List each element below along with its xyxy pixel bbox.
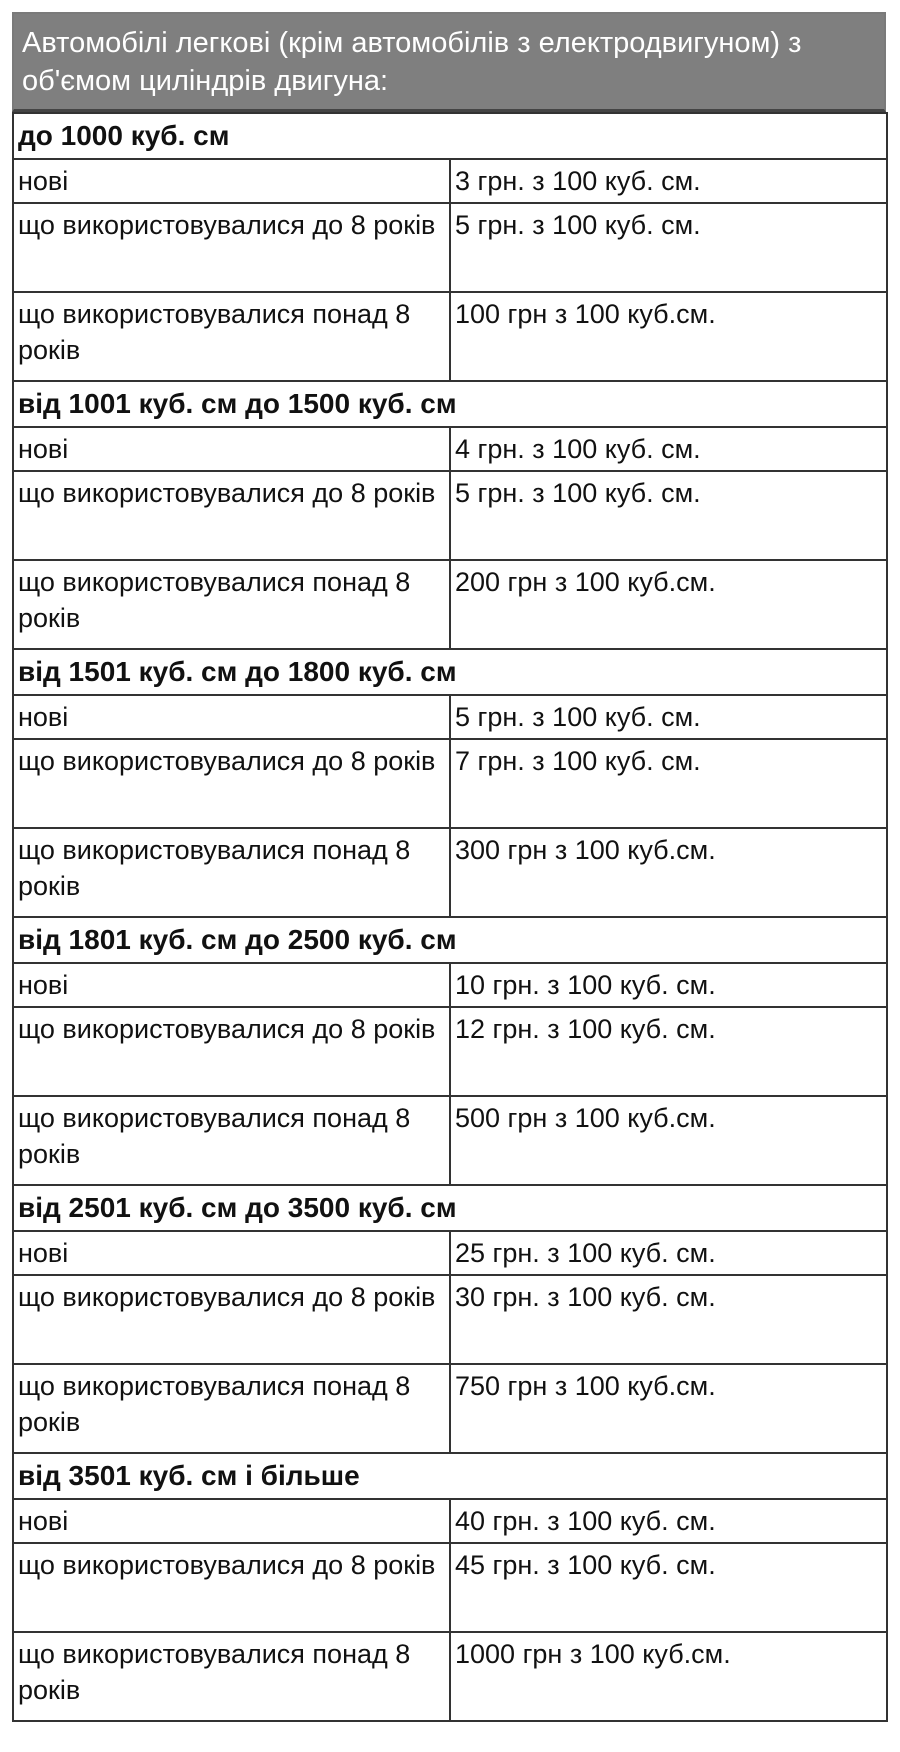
condition-cell: що використовувалися понад 8 років [13, 1632, 450, 1721]
condition-cell: що використовувалися понад 8 років [13, 560, 450, 649]
engine-volume-group-label: від 1801 куб. см до 2500 куб. см [13, 917, 887, 963]
condition-cell: що використовувалися до 8 років [13, 203, 450, 292]
rate-cell: 5 грн. з 100 куб. см. [450, 471, 887, 560]
table-body [13, 113, 887, 1721]
rate-cell: 12 грн. з 100 куб. см. [450, 1007, 887, 1096]
rate-cell: 5 грн. з 100 куб. см. [450, 203, 887, 292]
excise-rate-document [12, 12, 886, 1722]
condition-cell: що використовувалися до 8 років [13, 1007, 450, 1096]
group-header-row [13, 1453, 887, 1499]
condition-cell: нові [13, 1499, 450, 1543]
group-header-row [13, 649, 887, 695]
table-row [13, 292, 887, 381]
rate-cell: 45 грн. з 100 куб. см. [450, 1543, 887, 1632]
table-row [13, 739, 887, 828]
excise-rates-table [12, 112, 888, 1722]
group-header-row [13, 381, 887, 427]
condition-cell: нові [13, 1231, 450, 1275]
condition-cell: що використовувалися понад 8 років [13, 1364, 450, 1453]
table-row [13, 1499, 887, 1543]
table-row [13, 159, 887, 203]
table-row [13, 695, 887, 739]
table-row [13, 1364, 887, 1453]
rate-cell: 5 грн. з 100 куб. см. [450, 695, 887, 739]
table-row [13, 560, 887, 649]
condition-cell: що використовувалися понад 8 років [13, 292, 450, 381]
group-header-row [13, 1185, 887, 1231]
condition-cell: нові [13, 963, 450, 1007]
rate-cell: 7 грн. з 100 куб. см. [450, 739, 887, 828]
table-row [13, 828, 887, 917]
condition-cell: нові [13, 159, 450, 203]
table-row [13, 1231, 887, 1275]
rate-cell: 500 грн з 100 куб.см. [450, 1096, 887, 1185]
engine-volume-group-label: до 1000 куб. см [13, 113, 887, 159]
condition-cell: що використовувалися до 8 років [13, 1543, 450, 1632]
condition-cell: що використовувалися понад 8 років [13, 1096, 450, 1185]
table-row [13, 203, 887, 292]
condition-cell: нові [13, 427, 450, 471]
condition-cell: що використовувалися понад 8 років [13, 828, 450, 917]
engine-volume-group-label: від 1001 куб. см до 1500 куб. см [13, 381, 887, 427]
rate-cell: 1000 грн з 100 куб.см. [450, 1632, 887, 1721]
engine-volume-group-label: від 3501 куб. см і більше [13, 1453, 887, 1499]
engine-volume-group-label: від 2501 куб. см до 3500 куб. см [13, 1185, 887, 1231]
condition-cell: нові [13, 695, 450, 739]
engine-volume-group-label: від 1501 куб. см до 1800 куб. см [13, 649, 887, 695]
rate-cell: 3 грн. з 100 куб. см. [450, 159, 887, 203]
rate-cell: 4 грн. з 100 куб. см. [450, 427, 887, 471]
rate-cell: 25 грн. з 100 куб. см. [450, 1231, 887, 1275]
rate-cell: 750 грн з 100 куб.см. [450, 1364, 887, 1453]
condition-cell: що використовувалися до 8 років [13, 739, 450, 828]
group-header-row [13, 113, 887, 159]
rate-cell: 30 грн. з 100 куб. см. [450, 1275, 887, 1364]
table-row [13, 471, 887, 560]
group-header-row [13, 917, 887, 963]
rate-cell: 10 грн. з 100 куб. см. [450, 963, 887, 1007]
condition-cell: що використовувалися до 8 років [13, 1275, 450, 1364]
table-row [13, 427, 887, 471]
rate-cell: 200 грн з 100 куб.см. [450, 560, 887, 649]
condition-cell: що використовувалися до 8 років [13, 471, 450, 560]
rate-cell: 300 грн з 100 куб.см. [450, 828, 887, 917]
table-row [13, 1543, 887, 1632]
table-row [13, 1275, 887, 1364]
table-row [13, 963, 887, 1007]
rate-cell: 40 грн. з 100 куб. см. [450, 1499, 887, 1543]
table-row [13, 1096, 887, 1185]
rate-cell: 100 грн з 100 куб.см. [450, 292, 887, 381]
table-row [13, 1007, 887, 1096]
table-header-title: Автомобілі легкові (крім автомобілів з електродвигуном) з об'ємом циліндрів двигуна: [12, 12, 886, 112]
table-row [13, 1632, 887, 1721]
